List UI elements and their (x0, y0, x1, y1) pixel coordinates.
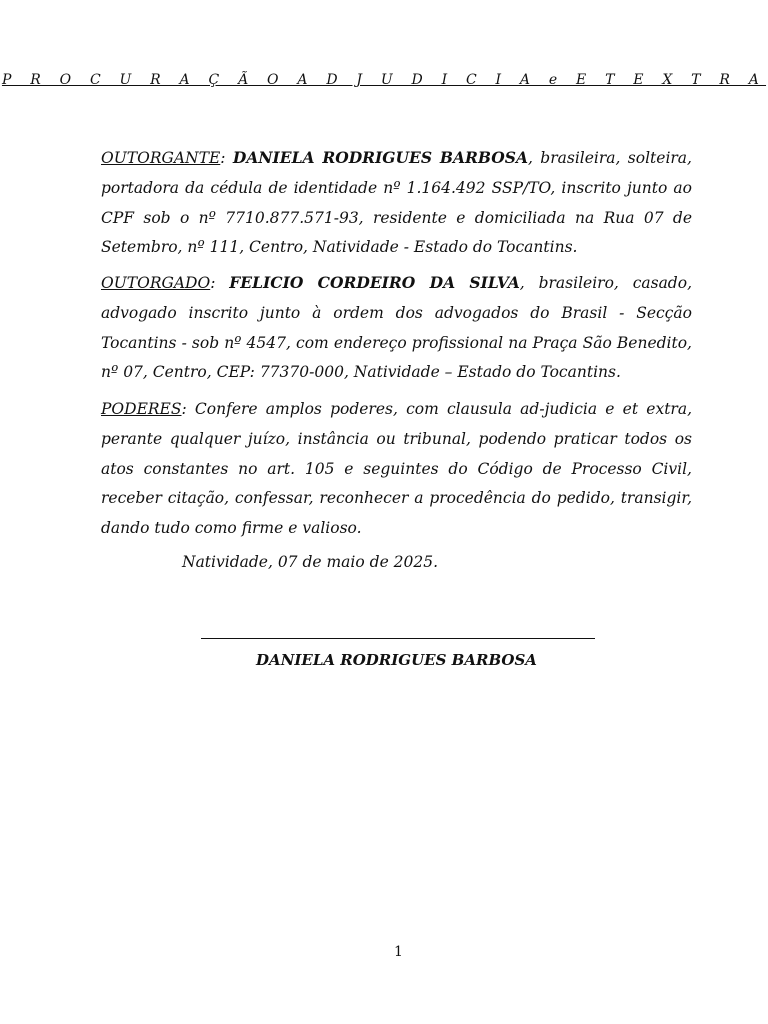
outorgado-name: FELICIO CORDEIRO DA SILVA (229, 273, 520, 292)
outorgado-details: , brasileiro, casado, advogado inscrito junto à ordem dos advogados do Brasil - Secção Tocantins - sob nº 4547, com endereço profissional na Praça São Benedito, nº 07, Centro, CEP: 77370-000, Natividade – Estado do Tocantins. (101, 274, 692, 382)
poderes-label: PODERES (101, 400, 182, 418)
signature-name: DANIELA RODRIGUES BARBOSA (256, 651, 537, 669)
outorgado-label: OUTORGADO (101, 274, 211, 292)
place-and-date: Natividade, 07 de maio de 2025. (182, 553, 439, 571)
poderes-details: Confere amplos poderes, com clausula ad-judicia e et extra, perante qualquer juízo, instância ou tribunal, podendo praticar todos os atos constantes no art. 105 e seguintes do Código de Processo Civil, receber citação, confessar, reconhecer a procedência do pedido, transigir, dando tudo como firme e valioso. (101, 400, 692, 538)
outorgante-name: DANIELA RODRIGUES BARBOSA (232, 148, 528, 167)
outorgante-paragraph (101, 143, 692, 263)
outorgante-details: , brasileira, solteira, portadora da cédula de identidade nº 1.164.492 SSP/TO, inscrito junto ao CPF sob o nº 7710.877.571-93, residente e domiciliada na Rua 07 de Setembro, nº 111, Centro, Natividade - Estado do Tocantins. (101, 149, 692, 257)
poderes-separator: : (181, 400, 195, 418)
outorgante-separator: : (220, 149, 233, 167)
outorgado-separator: : (210, 274, 230, 292)
document-title: P R O C U R A Ç Ã O A D J U D I C I A e E T E X T R A (1, 72, 767, 88)
outorgante-label: OUTORGANTE (101, 149, 221, 167)
outorgado-paragraph (101, 268, 692, 388)
signature-line (201, 638, 595, 639)
page-number: 1 (394, 944, 403, 960)
poderes-paragraph (101, 395, 692, 544)
